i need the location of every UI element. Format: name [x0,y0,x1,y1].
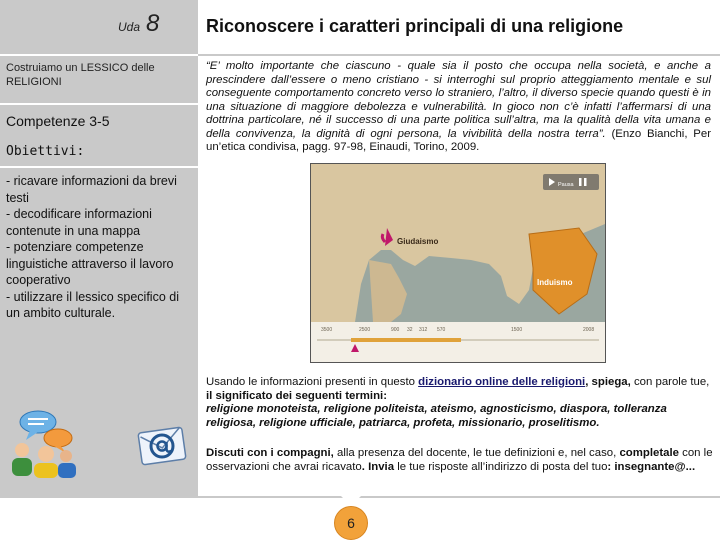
quote-text: “E’ molto importante che ciascuno - quale sia il posto che occupa nella società, e anche a prescindere dall’essere o meno cristiano - si interroghi sul proprio atteggiamento mentale e sul conseguente comportamento concreto verso lo straniero, l’altro, il diverso specie quando questi è in una situazione di maggiore debolezza e vulnerabilità. In gioco non c’è infatti l’affermarsi di una dottrina particolare, né il successo di una parte politica sull’altra, ma la qualità della vita umana e della convivenza, la dignità di ogni persona, la vivibilità della nostra terra”. [206,60,711,140]
obiettivo-item: - ricavare informazioni da brevi testi [6,174,177,205]
svg-text:570: 570 [437,327,446,333]
svg-text:312: 312 [419,327,428,333]
instructions-paragraph-1 [206,376,713,430]
svg-text:2008: 2008 [583,327,595,333]
giudaismo-label: Giudaismo [397,237,439,246]
competenze-text: Competenze 3-5 [6,113,110,129]
terms-list: religione monoteista, religione politeista, ateismo, agnosticismo, diaspora, tolleranza religiosa, religione ufficiale, patriarca, profeta, missionario, proselitismo. [206,403,667,429]
obiettivi-title: Obiettivi: [6,144,85,159]
instr-bold: il significato dei seguenti termini: [206,389,388,402]
induismo-label: Induismo [537,278,573,287]
svg-text:900: 900 [391,327,400,333]
instr-text: alla presenza del docente, le tue definizioni e, nel caso, [333,447,620,459]
instr-bold: Discuti con i compagni, [206,447,334,459]
sidebar-divider [0,54,198,56]
page-title: Riconoscere i caratteri principali di una religione [206,16,624,36]
instr-bold: completale [619,447,679,459]
svg-text:3500: 3500 [321,327,333,333]
dizionario-link[interactable]: dizionario online delle religioni [418,376,586,388]
timeline-progress [351,338,461,342]
teacher-email: : insegnante@... [607,460,696,473]
page-number: 6 [334,506,368,540]
people-chat-icon [8,408,78,478]
svg-text:32: 32 [407,327,413,333]
obiettivo-item: - decodificare informazioni contenute in una mappa [6,207,152,238]
uda-number: 8 [146,10,160,37]
quote-source: (Enzo Bianchi, Per un’etica condivisa, pagg. 97-98, Einaudi, Torino, 2009. [206,127,711,153]
religion-map[interactable] [310,163,606,363]
instr-bold: . Invia [361,460,395,473]
lessico-text: Costruiamo un LESSICO delle RELIGIONI [6,62,155,88]
obiettivo-item: - utilizzare il lessico specifico di un ambito culturale. [6,289,179,320]
instr-text: le tue risposte all’indirizzo di posta del tuo [394,460,608,473]
obiettivo-item: - potenziare competenze linguistiche attraverso il lavoro cooperativo [6,240,174,287]
instr-text: con le osservazioni che avrai ricavato [206,447,713,473]
instr-bold: , spiega, [585,376,631,388]
instr-text: Usando le informazioni presenti in questo [206,376,419,388]
svg-text:1500: 1500 [511,327,523,333]
instr-text: con parole tue, [630,376,710,388]
uda-label: Uda [118,20,141,34]
obiettivi-list [6,173,196,322]
svg-text:2500: 2500 [359,327,371,333]
pausa-label: Pausa [558,182,574,188]
sidebar-divider [0,103,198,105]
badge-pointer [341,496,361,506]
instructions-paragraph-2 [206,447,713,474]
sidebar [0,0,198,496]
pause-icon[interactable] [579,178,582,186]
email-at-icon [134,418,190,474]
title-divider [198,54,720,56]
uda-heading [118,10,159,38]
religion-map-svg [311,164,605,362]
quote-paragraph [206,60,711,155]
sidebar-divider [0,166,198,168]
